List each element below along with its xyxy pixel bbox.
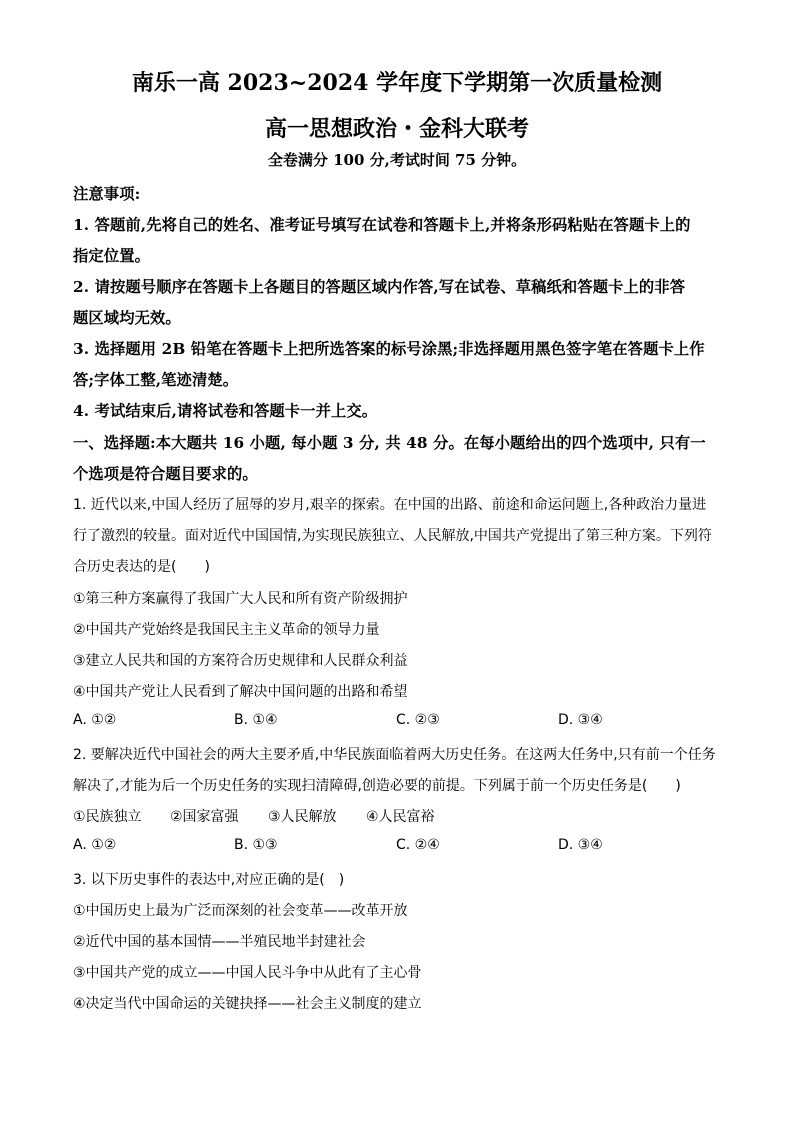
option-c[interactable]: C. ②③ <box>396 712 440 728</box>
statement: ④决定当代中国命运的关键抉择——社会主义制度的建立 <box>73 996 422 1012</box>
option-a[interactable]: A. ①② <box>73 712 117 728</box>
instruction-line: 指定位置。 <box>73 247 150 265</box>
instruction-line: 答;字体工整,笔迹清楚。 <box>73 371 239 389</box>
instruction-line: 1. 答题前,先将自己的姓名、准考证号填写在试卷和答题卡上,并将条形码粘贴在答题卡上的 <box>73 216 691 234</box>
question-stem-line: 2. 要解决近代中国社会的两大主要矛盾,中华民族面临着两大历史任务。在这两大任务中,只有前一个任务 <box>73 747 716 763</box>
statement: ②中国共产党始终是我国民主主义革命的领导力量 <box>73 622 380 638</box>
option-c[interactable]: C. ②④ <box>396 837 440 853</box>
question-stem-line: 解决了,才能为后一个历史任务的实现扫清障碍,创造必要的前提。下列属于前一个历史任务是( ) <box>73 778 681 794</box>
exam-title: 南乐一高 2023~2024 学年度下学期第一次质量检测 <box>131 70 663 96</box>
instructions-heading: 注意事项: <box>73 185 141 203</box>
instruction-line: 题区域均无效。 <box>73 309 181 327</box>
statement: ④中国共产党让人民看到了解决中国问题的出路和希望 <box>73 684 408 700</box>
instruction-line: 4. 考试结束后,请将试卷和答题卡一并上交。 <box>73 402 378 420</box>
option-a[interactable]: A. ①② <box>73 837 117 853</box>
option-d[interactable]: D. ③④ <box>558 837 603 853</box>
statement: ①第三种方案赢得了我国广大人民和所有资产阶级拥护 <box>73 591 408 607</box>
statement: ③人民解放 <box>268 809 337 825</box>
section-heading-line: 个选项是符合题目要求的。 <box>73 465 258 483</box>
statement: ①民族独立 <box>73 809 142 825</box>
option-b[interactable]: B. ①③ <box>234 837 278 853</box>
exam-subject: 高一思想政治・金科大联考 <box>264 116 529 142</box>
statement: ③建立人民共和国的方案符合历史规律和人民群众利益 <box>73 653 408 669</box>
question-stem-line: 3. 以下历史事件的表达中,对应正确的是( ) <box>73 872 345 888</box>
option-d[interactable]: D. ③④ <box>558 712 603 728</box>
instruction-line: 3. 选择题用 2B 铅笔在答题卡上把所选答案的标号涂黑;非选择题用黑色签字笔在答题卡上作 <box>73 340 705 358</box>
statement: ③中国共产党的成立——中国人民斗争中从此有了主心骨 <box>73 965 422 981</box>
question-stem-line: 行了激烈的较量。面对近代中国国情,为实现民族独立、人民解放,中国共产党提出了第三种方案。下列符 <box>73 528 712 544</box>
exam-note: 全卷满分 100 分,考试时间 75 分钟。 <box>267 151 527 169</box>
instruction-line: 2. 请按题号顺序在答题卡上各题目的答题区域内作答,写在试卷、草稿纸和答题卡上的非答 <box>73 278 686 296</box>
statement: ②近代中国的基本国情——半殖民地半封建社会 <box>73 934 366 950</box>
statement: ④人民富裕 <box>366 809 435 825</box>
statement: ②国家富强 <box>170 809 239 825</box>
question-stem-line: 合历史表达的是( ) <box>73 559 210 575</box>
option-b[interactable]: B. ①④ <box>234 712 278 728</box>
question-stem-line: 1. 近代以来,中国人经历了屈辱的岁月,艰辛的探索。在中国的出路、前途和命运问题上,各种政治力量进 <box>73 497 707 513</box>
statement: ①中国历史上最为广泛而深刻的社会变革——改革开放 <box>73 903 408 919</box>
section-heading-line: 一、选择题:本大题共 16 小题, 每小题 3 分, 共 48 分。在每小题给出的四个选项中, 只有一 <box>73 434 706 452</box>
